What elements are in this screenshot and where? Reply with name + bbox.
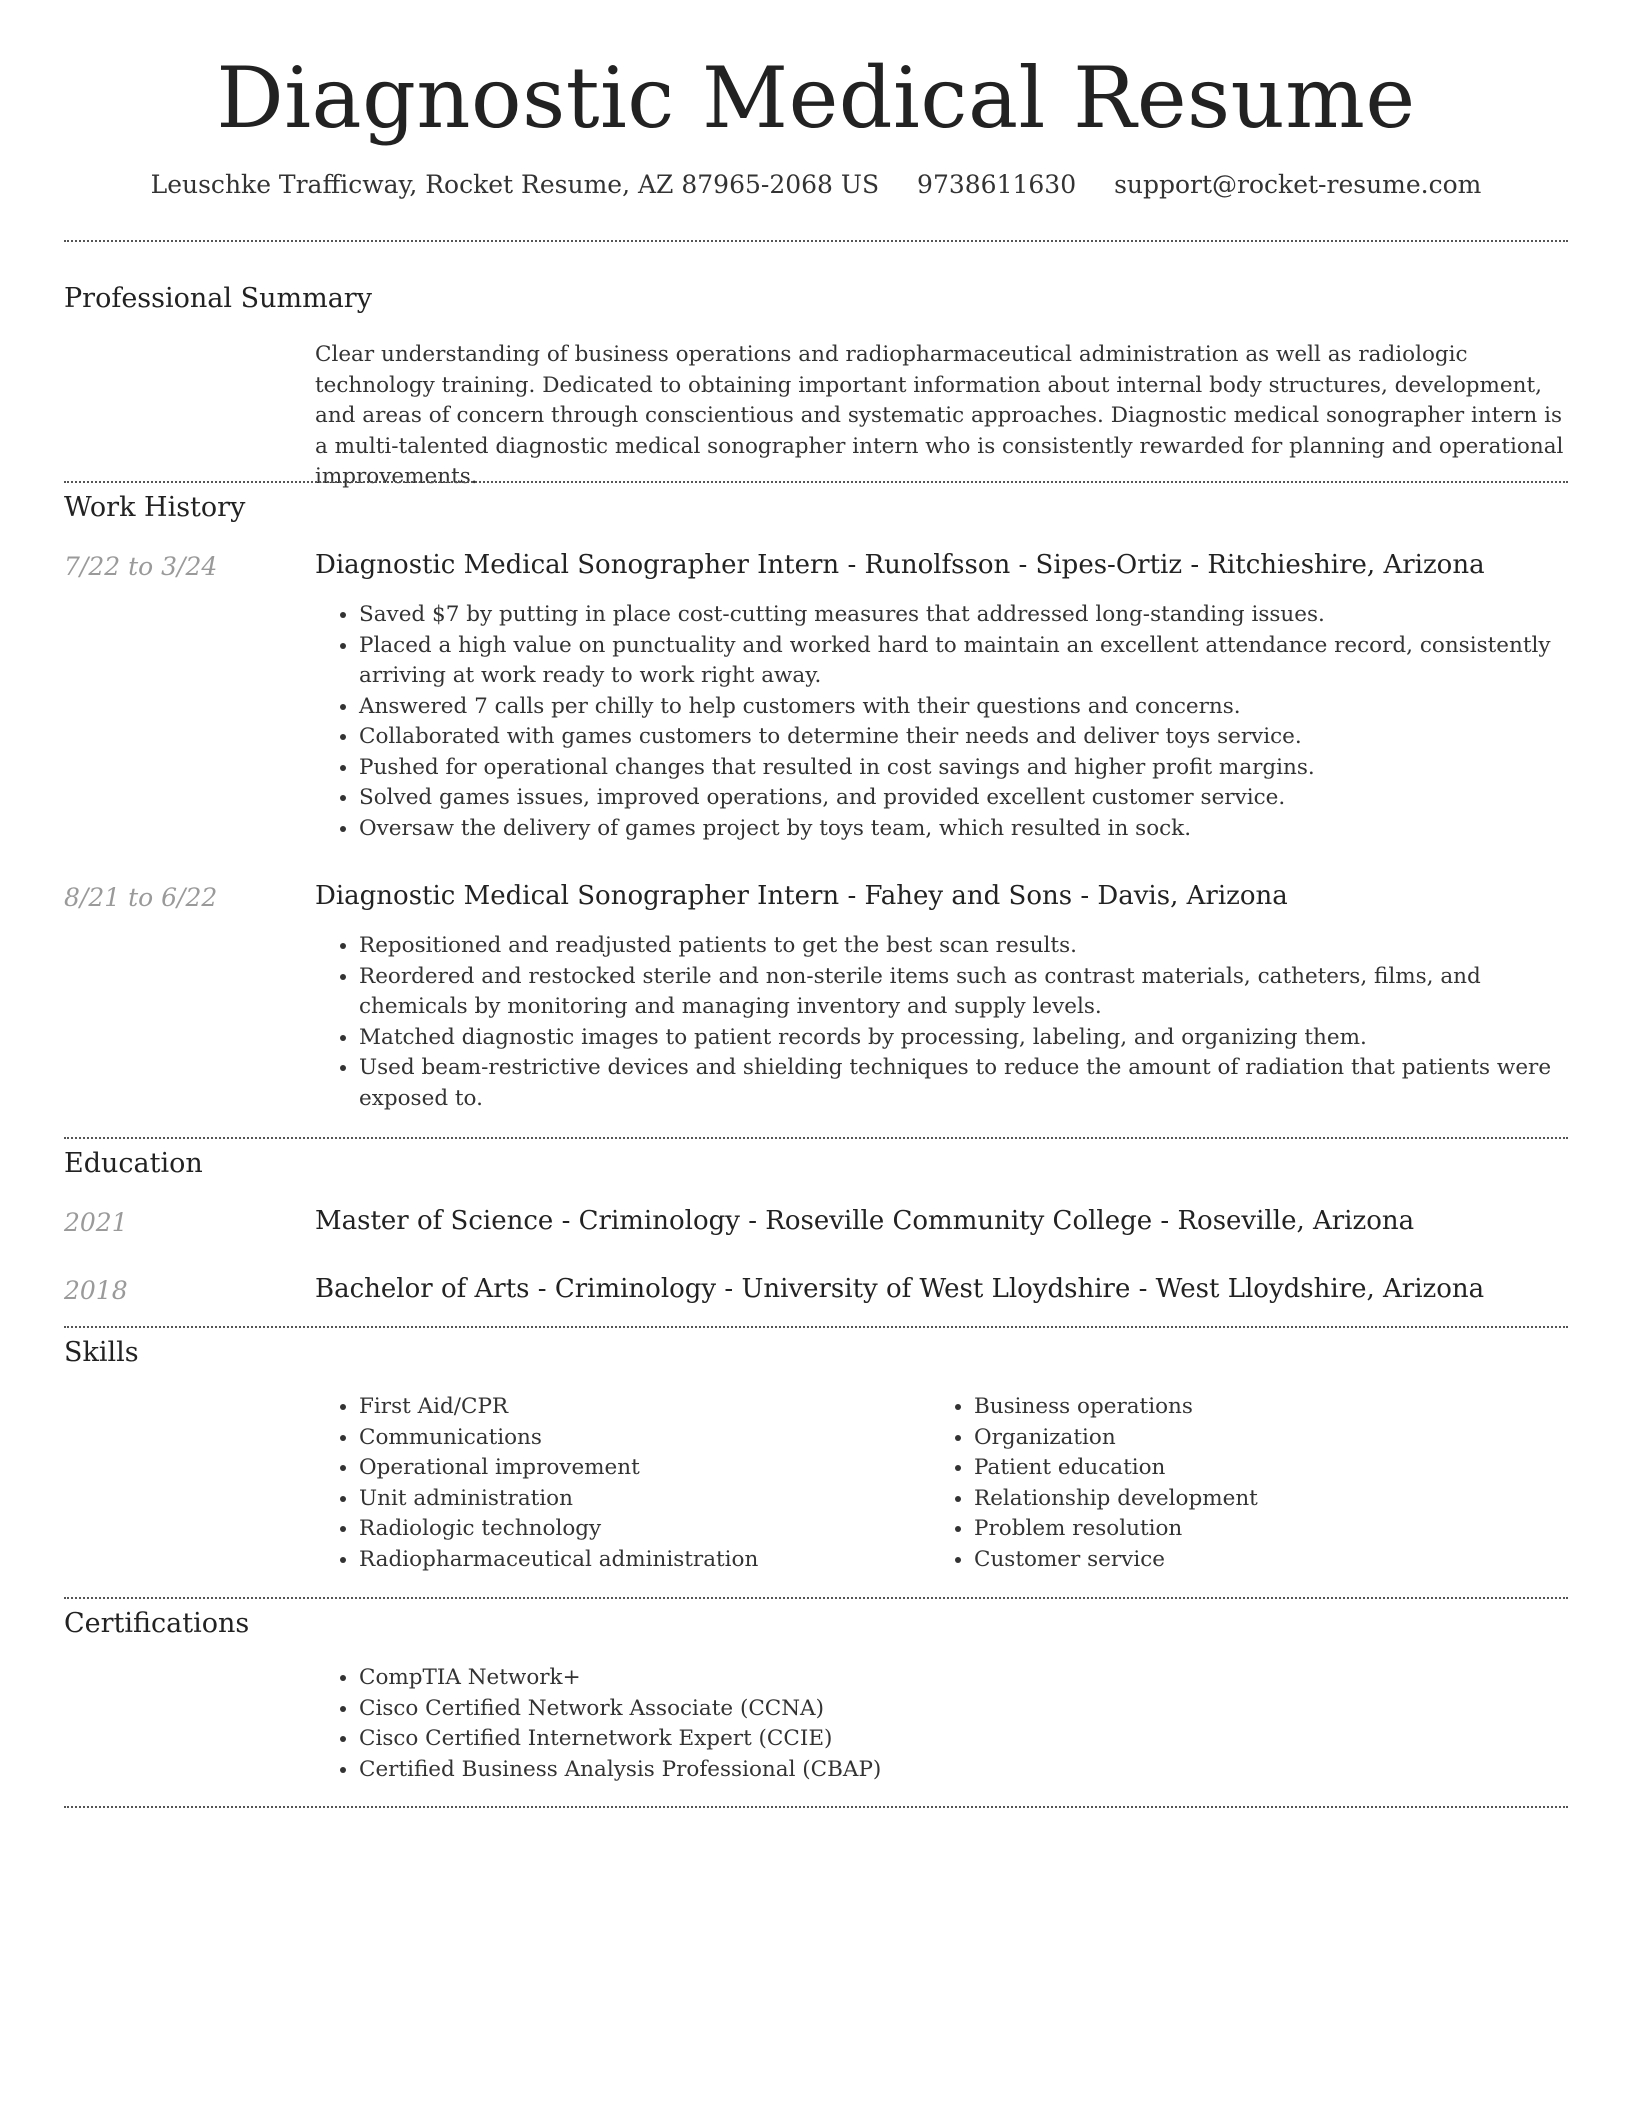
skill-item: • Organization: [974, 1423, 1530, 1454]
education-entry: [315, 1274, 1570, 1304]
job-title: Diagnostic Medical Sonographer Intern: [315, 881, 840, 911]
certifications-block: [315, 1663, 1570, 1785]
section-title-certifications: Certifications: [64, 1608, 250, 1639]
skill-item: • Operational improvement: [359, 1453, 915, 1484]
contact-email: support@rocket-resume.com: [1114, 170, 1482, 200]
skills-column-right: [930, 1392, 1530, 1575]
contact-phone: 9738611630: [917, 170, 1077, 200]
education-degree: Master of Science - Criminology: [315, 1206, 740, 1236]
skill-item: • First Aid/CPR: [359, 1392, 915, 1423]
education-year: 2021: [64, 1208, 128, 1237]
skill-item: • Customer service: [974, 1545, 1530, 1576]
section-title-skills: Skills: [64, 1337, 139, 1368]
section-title-summary: Professional Summary: [64, 283, 372, 314]
divider: [64, 1137, 1568, 1139]
divider: [64, 1326, 1568, 1328]
job-entry: [315, 550, 1570, 844]
skill-item: • Radiopharmaceutical administration: [359, 1545, 915, 1576]
skill-item: • Relationship development: [974, 1484, 1530, 1515]
job-employer: - Fahey and Sons - Davis, Arizona: [839, 881, 1288, 911]
skills-list: [315, 1392, 915, 1575]
job-bullet: • Oversaw the delivery of games project by toys team, which resulted in sock.: [359, 814, 1570, 845]
certification-item: • Cisco Certified Network Associate (CCNA): [359, 1694, 1570, 1725]
summary-text: Clear understanding of business operations and radiopharmaceutical administration as well as radiologic technology training. Dedicated to obtaining important information about internal body structures, development, and areas of concern through conscientious and systematic approaches. Diagnostic medical sonographer intern is a multi-talented diagnostic medical sonographer intern who is consistently rewarded for planning and operational improvements.: [315, 342, 1564, 489]
education-degree: Bachelor of Arts - Criminology: [315, 1274, 717, 1304]
section-title-education: Education: [64, 1148, 203, 1179]
job-dates: 7/22 to 3/24: [64, 552, 218, 581]
education-year: 2018: [64, 1276, 128, 1305]
job-bullet: • Placed a high value on punctuality and worked hard to maintain an excellent attendance record, consistently arriving at work ready to work right away.: [359, 631, 1570, 692]
education-school: - Roseville Community College - Roseville, Arizona: [739, 1206, 1415, 1236]
job-bullet: • Matched diagnostic images to patient records by processing, labeling, and organizing them.: [359, 1023, 1570, 1054]
skills-list: [930, 1392, 1530, 1575]
education-heading: [315, 1206, 1570, 1236]
divider: [64, 481, 1568, 483]
skill-item: • Radiologic technology: [359, 1514, 915, 1545]
education-heading: [315, 1274, 1570, 1304]
job-entry: [315, 881, 1570, 1114]
skills-column-left: [315, 1392, 915, 1575]
divider: [64, 240, 1568, 242]
certification-item: • CompTIA Network+: [359, 1663, 1570, 1694]
job-bullet: • Solved games issues, improved operations, and provided excellent customer service.: [359, 783, 1570, 814]
job-bullet: • Answered 7 calls per chilly to help customers with their questions and concerns.: [359, 692, 1570, 723]
job-heading: [315, 881, 1570, 911]
contact-address: Leuschke Trafficway, Rocket Resume, AZ 87965-2068 US: [150, 170, 880, 200]
education-entry: [315, 1206, 1570, 1236]
job-bullet: • Saved $7 by putting in place cost-cutting measures that addressed long-standing issues.: [359, 600, 1570, 631]
skill-item: • Patient education: [974, 1453, 1530, 1484]
job-title: Diagnostic Medical Sonographer Intern: [315, 550, 840, 580]
job-bullets: [315, 931, 1570, 1114]
job-heading: [315, 550, 1570, 580]
contact-line: [0, 170, 1632, 199]
certification-item: • Cisco Certified Internetwork Expert (CCIE): [359, 1724, 1570, 1755]
skill-item: • Unit administration: [359, 1484, 915, 1515]
education-school: - University of West Lloydshire - West Lloydshire, Arizona: [716, 1274, 1485, 1304]
certifications-list: [315, 1663, 1570, 1785]
resume-name: Diagnostic Medical Resume: [216, 49, 1416, 147]
job-bullet: • Used beam-restrictive devices and shielding techniques to reduce the amount of radiation that patients were exposed to.: [359, 1053, 1570, 1114]
skill-item: • Business operations: [974, 1392, 1530, 1423]
job-bullet: • Pushed for operational changes that resulted in cost savings and higher profit margins.: [359, 753, 1570, 784]
job-employer: - Runolfsson - Sipes-Ortiz - Ritchieshire, Arizona: [839, 550, 1485, 580]
certification-item: • Certified Business Analysis Professional (CBAP): [359, 1755, 1570, 1786]
divider: [64, 1806, 1568, 1808]
job-bullet: • Reordered and restocked sterile and non-sterile items such as contrast materials, catheters, films, and chemicals by monitoring and managing inventory and supply levels.: [359, 962, 1570, 1023]
job-bullet: • Collaborated with games customers to determine their needs and deliver toys service.: [359, 722, 1570, 753]
divider: [64, 1597, 1568, 1599]
job-bullet: • Repositioned and readjusted patients to get the best scan results.: [359, 931, 1570, 962]
job-bullets: [315, 600, 1570, 844]
job-dates: 8/21 to 6/22: [64, 883, 218, 912]
summary-block: [315, 340, 1570, 493]
skill-item: • Problem resolution: [974, 1514, 1530, 1545]
section-title-work: Work History: [64, 492, 246, 523]
skill-item: • Communications: [359, 1423, 915, 1454]
